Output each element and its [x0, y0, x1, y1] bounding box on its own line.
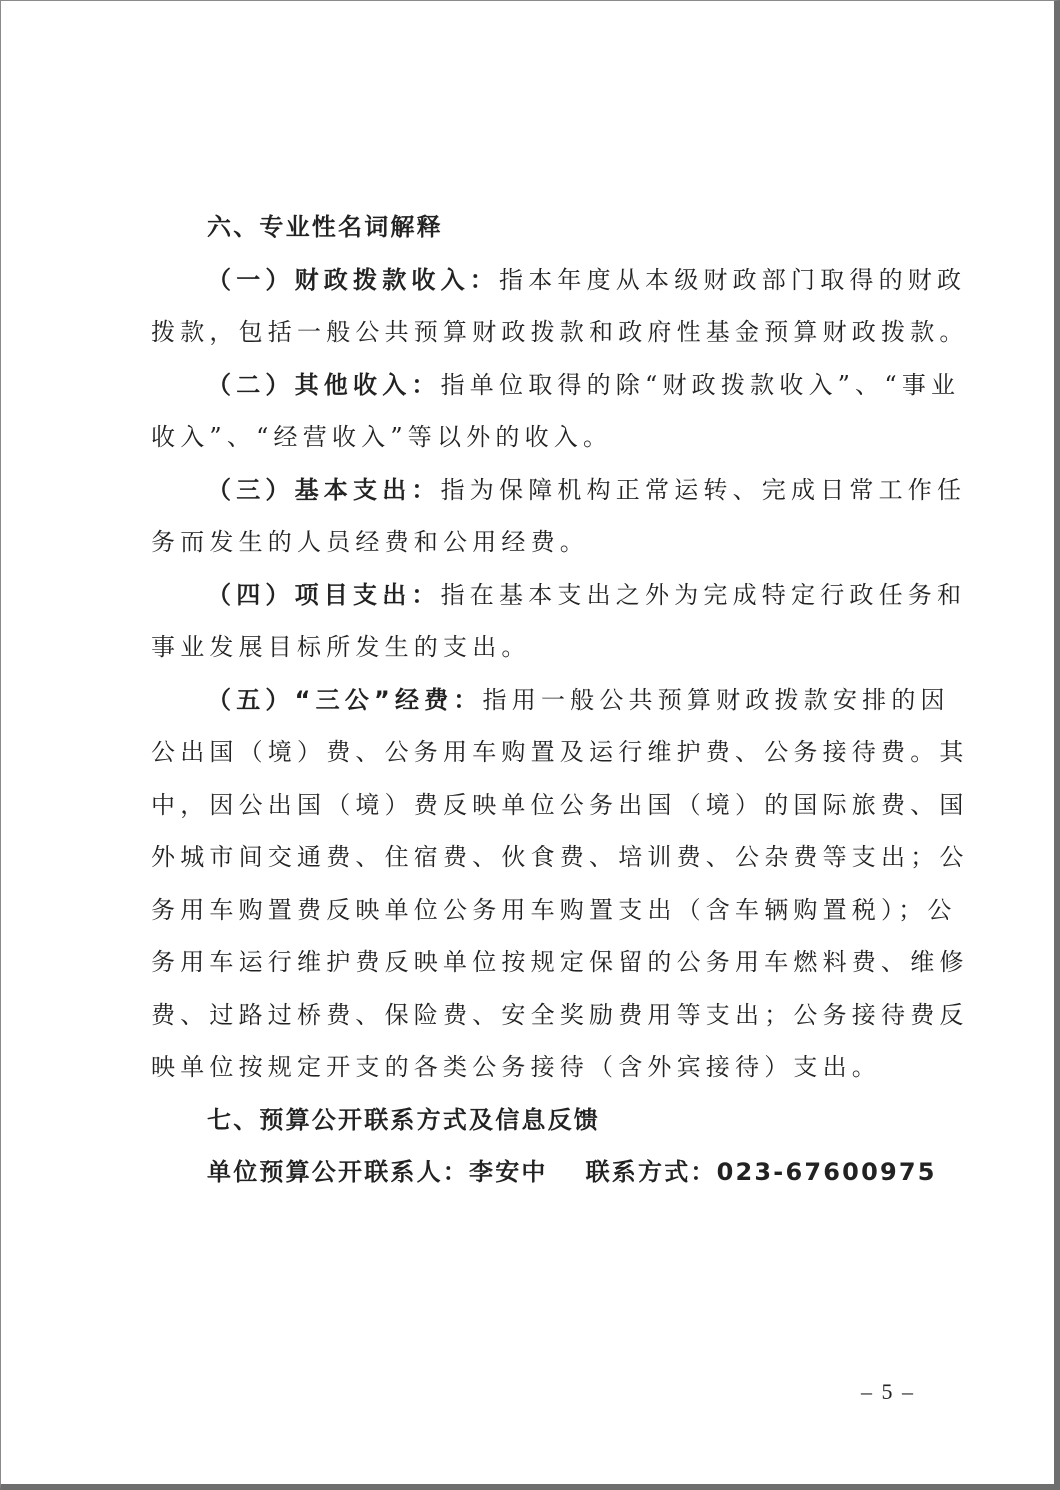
item-2-line-2: 收入”、“经营收入”等以外的收入。: [151, 423, 613, 451]
item-5-line-3: 中，因公出国（境）费反映单位公务出国（境）的国际旅费、国: [151, 790, 969, 819]
item-2-text: 指单位取得的除“财政拨款收入”、“事业: [440, 370, 961, 399]
contact-line: [151, 1146, 937, 1199]
item-2-line-1: [151, 359, 961, 412]
item-5-line-4: 外城市间交通费、住宿费、伙食费、培训费、公杂费等支出；公: [151, 843, 969, 871]
item-1-line-2: 拨款，包括一般公共预算财政拨款和政府性基金预算财政拨款。: [151, 318, 969, 346]
item-5-line-2: 公出国（境）费、公务用车购置及运行维护费、公务接待费。其: [151, 738, 969, 766]
item-3-text: 指为保障机构正常运转、完成日常工作任: [440, 475, 967, 504]
contact-person-name: 李安中: [469, 1158, 548, 1186]
item-3-term: （三）基本支出：: [207, 475, 441, 504]
item-4-line-1: [151, 569, 967, 622]
page-number: – 5 –: [861, 1379, 915, 1404]
item-5-line-5: 务用车购置费反映单位公务用车购置支出（含车辆购置税）；公: [151, 895, 957, 924]
item-5-line-1: [151, 674, 950, 727]
item-5-term: （五）“三公”经费：: [207, 685, 483, 714]
contact-method-label: 联系方式：: [585, 1158, 717, 1186]
item-3-line-2: 务而发生的人员经费和公用经费。: [151, 528, 589, 556]
item-5-text: 指用一般公共预算财政拨款安排的因: [482, 685, 950, 714]
document-body: [151, 201, 969, 1199]
item-2-term: （二）其他收入：: [207, 370, 441, 399]
item-5-line-7: 费、过路过桥费、保险费、安全奖励费用等支出；公务接待费反: [151, 1000, 969, 1029]
item-5-line-8: 映单位按规定开支的各类公务接待（含外宾接待）支出。: [151, 1053, 881, 1081]
item-1-text: 指本年度从本级财政部门取得的财政: [499, 265, 967, 294]
item-1-term: （一）财政拨款收入：: [207, 265, 499, 294]
contact-person-label: 单位预算公开联系人：: [207, 1158, 469, 1186]
contact-phone: 023-67600975: [716, 1158, 937, 1186]
item-1-line-1: [151, 254, 967, 307]
section-7-heading: 七、预算公开联系方式及信息反馈: [207, 1105, 600, 1134]
item-5-line-6: 务用车运行维护费反映单位按规定保留的公务用车燃料费、维修: [151, 948, 969, 976]
item-4-term: （四）项目支出：: [207, 580, 441, 609]
item-3-line-1: [151, 464, 967, 517]
section-6-heading: 六、专业性名词解释: [207, 213, 443, 241]
item-4-line-2: 事业发展目标所发生的支出。: [151, 633, 531, 661]
item-4-text: 指在基本支出之外为完成特定行政任务和: [440, 580, 967, 609]
